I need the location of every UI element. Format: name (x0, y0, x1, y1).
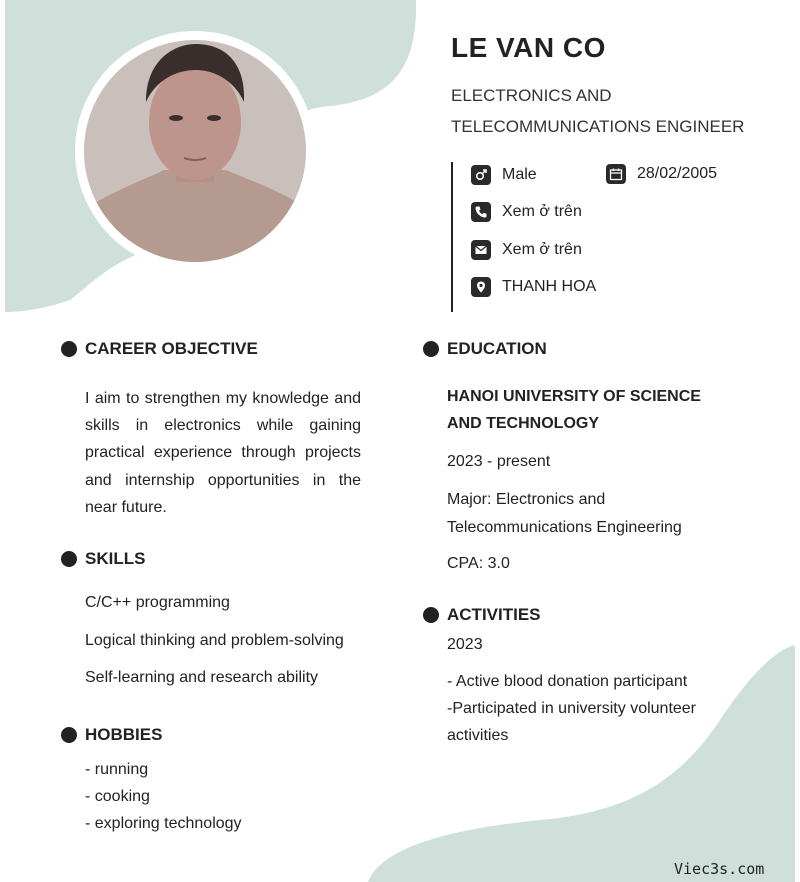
phone-icon (471, 202, 491, 222)
hobbies-heading (61, 725, 162, 745)
skill-item: C/C++ programming (85, 594, 230, 611)
footer-brand[interactable]: Viec3s.com (674, 860, 765, 878)
education-period: 2023 - present (447, 453, 551, 470)
contact-phone (471, 201, 582, 223)
candidate-title: ELECTRONICS AND TELECOMMUNICATIONS ENGINEER (451, 86, 745, 136)
activities-heading (423, 605, 541, 625)
birthday-value: 28/02/2005 (637, 165, 718, 182)
skill-item: Self-learning and research ability (85, 669, 319, 686)
contact-gender (471, 164, 537, 186)
gender-icon (471, 165, 491, 185)
calendar-icon (606, 164, 626, 184)
contact-email (471, 239, 582, 261)
activities-year: 2023 (447, 636, 483, 653)
address-value: THANH HOA (502, 278, 597, 295)
education-school: HANOI UNIVERSITY OF SCIENCE AND TECHNOLOGY (447, 388, 701, 432)
activity-line: - Active blood donation participant (447, 673, 688, 690)
career-objective-title: CAREER OBJECTIVE (85, 339, 258, 358)
bullet-dot (61, 341, 77, 357)
skills-title: SKILLS (85, 549, 146, 568)
candidate-name: LE VAN CO (451, 32, 606, 63)
email-value: Xem ở trên (502, 241, 582, 258)
location-icon (471, 277, 491, 297)
activities-title: ACTIVITIES (447, 605, 541, 624)
career-objective-text: I aim to strengthen my knowledge and skills in electronics while gaining practical experience through projects and internship opportunities in the near future. (85, 390, 361, 516)
hobby-item: - cooking (85, 788, 150, 805)
education-major: Major: Electronics and Telecommunications Engineering (447, 491, 682, 536)
activity-line: activities (447, 727, 509, 744)
bullet-dot (61, 727, 77, 743)
phone-value: Xem ở trên (502, 203, 582, 220)
contact-birthday (606, 163, 717, 185)
career-objective-heading (61, 339, 258, 359)
hobbies-title: HOBBIES (85, 725, 163, 744)
profile-photo (84, 40, 306, 262)
education-heading (423, 339, 547, 359)
gender-value: Male (502, 166, 537, 183)
education-cpa: CPA: 3.0 (447, 555, 510, 572)
skill-item: Logical thinking and problem-solving (85, 632, 344, 649)
skills-heading (61, 549, 145, 569)
contact-address (471, 276, 596, 298)
mail-icon (471, 240, 491, 260)
activity-line: -Participated in university volunteer (447, 700, 697, 717)
contact-divider (451, 162, 453, 312)
education-title: EDUCATION (447, 339, 547, 358)
bullet-dot (423, 607, 439, 623)
bullet-dot (423, 341, 439, 357)
bullet-dot (61, 551, 77, 567)
hobby-item: - exploring technology (85, 815, 242, 832)
hobby-item: - running (85, 761, 149, 778)
